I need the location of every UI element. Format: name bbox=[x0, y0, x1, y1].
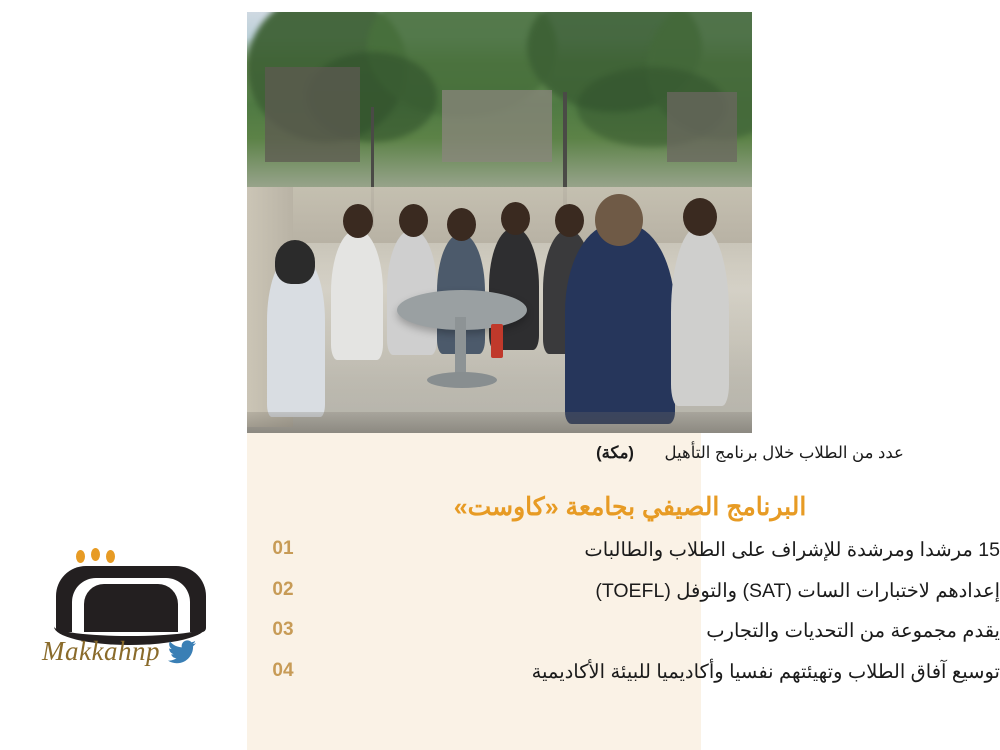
person-head bbox=[447, 208, 476, 241]
person-head bbox=[555, 204, 584, 237]
list-item-text: 15 مرشدا ومرشدة للإشراف على الطلاب والطالبات bbox=[584, 539, 1000, 561]
list-item-number: 02 bbox=[272, 578, 294, 600]
list-item-text: إعدادهم لاختبارات السات (SAT) والتوفل (TOEFL) bbox=[595, 579, 1000, 602]
table-base bbox=[427, 372, 497, 388]
person-head bbox=[275, 240, 315, 284]
logo-dot-icon bbox=[76, 550, 85, 563]
photo-caption bbox=[500, 443, 1000, 463]
campus-building bbox=[667, 92, 737, 162]
person-head bbox=[683, 198, 717, 236]
list-item bbox=[260, 618, 1000, 646]
list-item-number: 01 bbox=[272, 538, 294, 559]
person-figure bbox=[331, 230, 383, 360]
ground-shadow bbox=[247, 412, 752, 433]
campus-building bbox=[442, 90, 552, 162]
person-figure bbox=[671, 226, 729, 406]
instructor-head bbox=[595, 194, 643, 246]
caption-source: (مكة) bbox=[596, 444, 634, 462]
list-item-number: 04 bbox=[272, 660, 294, 682]
list-item bbox=[260, 537, 1000, 565]
list-item bbox=[260, 659, 1000, 687]
logo-dot-icon bbox=[91, 548, 100, 561]
brand-logo bbox=[20, 548, 220, 678]
facts-list bbox=[260, 537, 1000, 700]
list-item bbox=[260, 578, 1000, 606]
person-head bbox=[399, 204, 428, 237]
caption-text: عدد من الطلاب خلال برنامج التأهيل bbox=[664, 444, 904, 462]
instructor-figure bbox=[565, 224, 675, 424]
social-handle-text: Makkahnp bbox=[42, 636, 160, 666]
page-title: البرنامج الصيفي بجامعة «كاوست» bbox=[453, 493, 807, 521]
list-item-number: 03 bbox=[272, 619, 294, 641]
photo-scene bbox=[247, 12, 752, 433]
person-head bbox=[343, 204, 373, 238]
article-photo bbox=[247, 12, 752, 433]
tent-canopy bbox=[247, 187, 752, 243]
list-item-text: يقدم مجموعة من التحديات والتجارب bbox=[706, 620, 1000, 643]
red-bottle bbox=[491, 324, 503, 358]
logo-dot-icon bbox=[106, 550, 115, 563]
list-item-text: توسيع آفاق الطلاب وتهيئتهم نفسيا وأكاديميا للبيئة الأكاديمية bbox=[531, 661, 1000, 684]
logo-dots bbox=[76, 548, 136, 564]
twitter-bird-icon bbox=[168, 640, 196, 664]
makkah-kaaba-logo-icon bbox=[32, 548, 210, 636]
person-head bbox=[501, 202, 530, 235]
social-handle-row[interactable] bbox=[42, 636, 196, 667]
campus-building bbox=[265, 67, 360, 162]
table-leg bbox=[455, 317, 466, 379]
